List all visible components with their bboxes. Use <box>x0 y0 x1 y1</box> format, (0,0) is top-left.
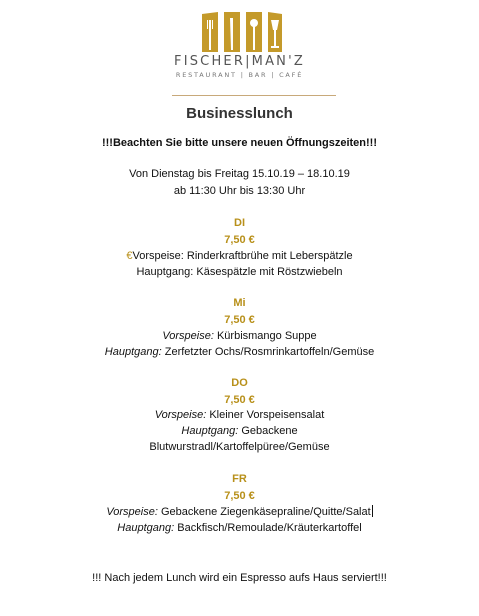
main-line <box>0 521 479 535</box>
starter-line <box>0 408 479 422</box>
day-heading: DO <box>231 377 248 389</box>
main-line <box>0 424 479 438</box>
day-price: 7,50 € <box>224 394 255 406</box>
starter-line <box>0 249 479 263</box>
starter-dish: Kleiner Vorspeisensalat <box>209 409 325 421</box>
day-heading: FR <box>232 473 247 485</box>
starter-dish: Rinderkraftbrühe mit Leberspätzle <box>186 250 353 262</box>
main-line <box>0 265 479 279</box>
main-label: Hauptgang: <box>136 266 194 278</box>
page-title: Businesslunch <box>186 105 293 122</box>
day-price: 7,50 € <box>224 314 255 326</box>
footer-note: !!! Nach jedem Lunch wird ein Espresso aufs Haus serviert!!! <box>92 572 387 584</box>
starter-dish: Gebackene Ziegenkäsepraline/Quitte/Salat <box>160 506 371 518</box>
main-dish: Käsespätzle mit Röstzwiebeln <box>196 266 343 278</box>
starter-label: Vorspeise: <box>106 506 158 518</box>
euro-prefix: € <box>126 250 133 262</box>
main-dish-part-1: Gebackene <box>241 425 298 437</box>
starter-label: Vorspeise: <box>132 250 184 262</box>
main-dish-part-2: Blutwurstradl/Kartoffelpüree/Gemüse <box>149 441 330 453</box>
text-cursor <box>372 505 373 517</box>
day-heading: DI <box>234 217 245 229</box>
divider <box>172 95 336 96</box>
starter-label: Vorspeise: <box>162 330 214 342</box>
starter-line <box>0 329 479 343</box>
main-dish: Zerfetzter Ochs/Rosmrinkartoffeln/Gemüse <box>164 346 375 358</box>
brand-tagline: RESTAURANT | BAR | CAFÉ <box>175 71 304 79</box>
fork-knife-glass-logo-icon <box>180 10 300 54</box>
main-label: Hauptgang: <box>104 346 162 358</box>
main-dish: Backfisch/Remoulade/Kräuterkartoffel <box>177 522 362 534</box>
starter-dish: Kürbismango Suppe <box>216 330 317 342</box>
starter-line <box>0 505 479 519</box>
main-line <box>0 345 479 359</box>
brand-name: FISCHER|MAN'Z <box>174 54 305 69</box>
main-label: Hauptgang: <box>117 522 175 534</box>
logo <box>0 10 479 54</box>
starter-label: Vorspeise: <box>154 409 207 421</box>
day-price: 7,50 € <box>224 234 255 246</box>
hours-line-1: Von Dienstag bis Freitag 15.10.19 – 18.10.19 <box>129 168 350 180</box>
hours-line-2: ab 11:30 Uhr bis 13:30 Uhr <box>173 185 306 197</box>
day-price: 7,50 € <box>224 490 255 502</box>
opening-hours-notice: !!!Beachten Sie bitte unsere neuen Öffnungszeiten!!! <box>101 137 378 149</box>
main-label: Hauptgang: <box>181 425 239 437</box>
day-heading: Mi <box>233 297 246 309</box>
